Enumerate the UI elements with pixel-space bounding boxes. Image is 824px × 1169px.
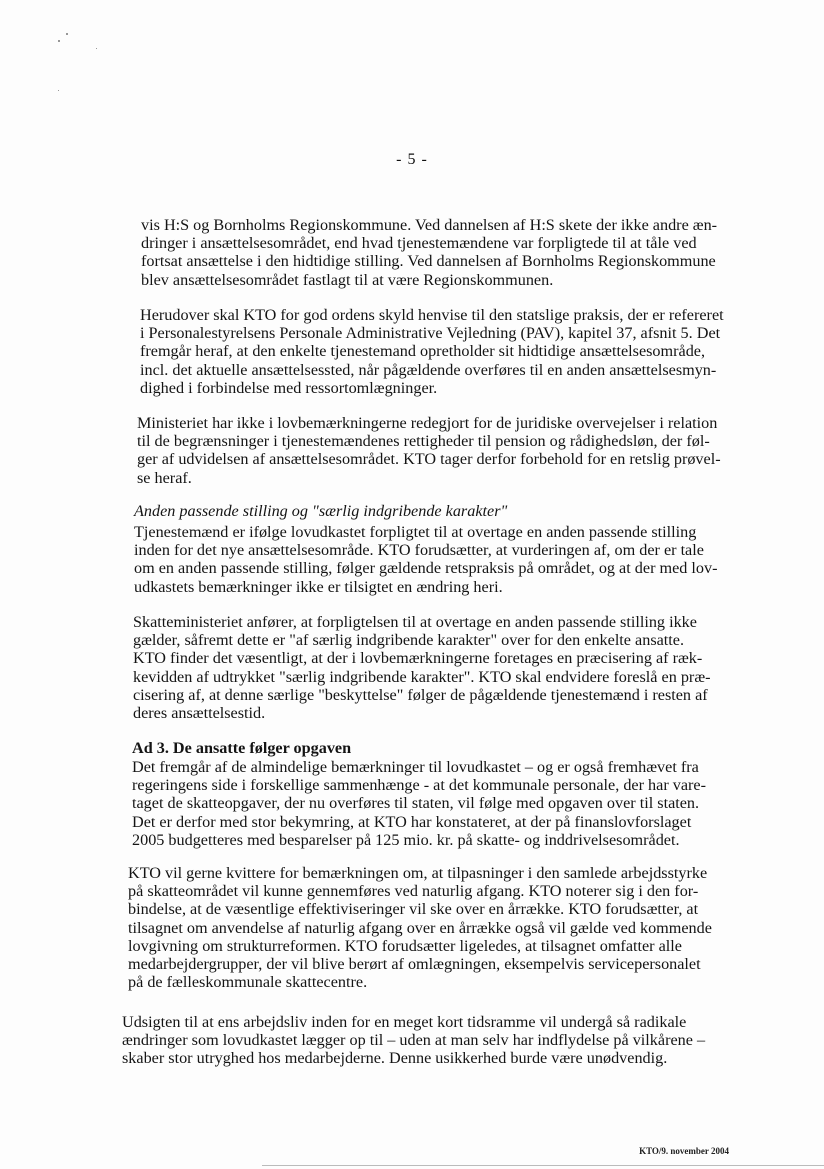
paragraph-2 — [140, 306, 745, 397]
text-line: Det er derfor med stor bekymring, at KTO har konstateret, at der på finanslovforslaget — [132, 812, 692, 831]
text-line: deres ansættelsestid. — [133, 704, 266, 723]
footer-date: KTO/9. november 2004 — [639, 1146, 729, 1156]
text-line: cisering af, at denne særlige "beskyttelse" følger de pågældende tjenestemænd i resten af — [133, 685, 708, 704]
text-line: tilsagnet om anvendelse af naturlig afgang over en årrække også vil gælde ved kommende — [128, 918, 712, 937]
section-heading-ad-3: Ad 3. De ansatte følger opgaven — [132, 739, 352, 757]
text-line: på skatteområdet vil kunne gennemføres ved naturlig afgang. KTO noterer sig i den for- — [128, 882, 699, 901]
text-line: Tjenestemænd er ifølge lovudkastet forpligtet til at overtage en anden passende stilling — [134, 523, 697, 541]
text-line: regeringens side i forskellige sammenhænge - at det kommunale personale, der har vare- — [132, 776, 707, 795]
text-line: dighed i forbindelse med ressortomlægninger. — [140, 378, 438, 397]
text-line: Udsigten til at ens arbejdsliv inden for en meget kort tidsramme vil undergå så radikale — [122, 1013, 687, 1031]
text-line: i Personalestyrelsens Personale Administrative Vejledning (PAV), kapitel 37, afsnit 5. Det — [140, 324, 721, 343]
text-line: se heraf. — [137, 468, 192, 487]
text-line: fremgår heraf, at den enkelte tjenestemand opretholder sit hidtidige ansættelsesområde, — [140, 342, 706, 361]
scan-speck — [96, 48, 97, 49]
text-line: KTO vil gerne kvittere for bemærkningen om, at tilpasninger i den samlede arbejdsstyrke — [128, 864, 708, 882]
text-line: KTO finder det væsentligt, at der i lovbemærkningerne foretages en præcisering af ræk- — [133, 649, 703, 668]
text-line: fortsat ansættelse i den hidtidige stilling. Ved dannelsen af Bornholms Regionskommune — [141, 252, 716, 271]
scan-speck — [58, 90, 59, 91]
text-line: udkastets bemærkninger ikke er tilsigtet en ændring heri. — [134, 577, 503, 596]
text-line: til de begrænsninger i tjenestemændenes rettigheder til pension og rådighedsløn, der føl- — [137, 432, 710, 451]
page-number: - 5 - — [396, 151, 428, 168]
text-line: dringer i ansættelsesområdet, end hvad tjenestemændene var forpligtede til at tåle ved — [141, 234, 697, 253]
scan-edge-line — [262, 1165, 824, 1166]
scan-speck — [66, 33, 68, 35]
text-line: 2005 budgetteres med besparelser på 125 mio. kr. på skatte- og inddrivelsesområdet. — [132, 830, 680, 849]
text-line: ger af udvidelsen af ansættelsesområdet. KTO tager derfor forbehold for en retslig prøvel- — [137, 450, 721, 469]
text-line: skaber stor utryghed hos medarbejderne. Denne usikkerhed burde være unødvendig. — [122, 1049, 668, 1068]
text-line: bindelse, at de væsentlige effektiviseringer vil ske over en årrække. KTO forudsætter, at — [128, 900, 699, 919]
text-line: medarbejdergrupper, der vil blive berørt af omlægningen, eksempelvis servicepersonalet — [128, 955, 701, 974]
text-line: ændringer som lovudkastet lægger op til – uden at man selv har indflydelse på vilkårene – — [122, 1031, 706, 1050]
text-line: Ministeriet har ikke i lovbemærkningerne redegjort for de juridiske overvejelser i relation — [137, 414, 718, 432]
text-line: Det fremgår af de almindelige bemærkninger til lovudkastet – og er også fremhævet fra — [132, 758, 699, 776]
paragraph-6 — [132, 758, 737, 849]
paragraph-5 — [133, 613, 741, 722]
paragraph-8 — [122, 1013, 731, 1068]
text-line: Herudover skal KTO for god ordens skyld henvise til den statslige praksis, der er refereret — [140, 306, 724, 324]
text-line: på de fælleskommunale skattecentre. — [128, 973, 368, 992]
scan-speck — [58, 40, 60, 42]
text-line: taget de skatteopgaver, der nu overføres til staten, vil følge med opgaven over til staten. — [132, 794, 700, 813]
text-line: blev ansættelsesområdet fastlagt til at være Regionskommunen. — [141, 270, 554, 289]
text-line: inden for det nye ansættelsesområde. KTO forudsætter, at vurderingen af, om der er tale — [134, 541, 704, 560]
text-line: incl. det aktuelle ansættelsessted, når pågældende overføres til en anden ansættelsesmyn- — [140, 360, 717, 379]
paragraph-3 — [137, 414, 743, 487]
section-heading-anden-passende-stilling: Anden passende stilling og "særlig indgribende karakter" — [134, 502, 508, 520]
paragraph-4 — [134, 523, 742, 596]
text-line: kevidden af udtrykket "særlig indgribende karakter". KTO skal endvidere foreslå en præ- — [133, 667, 711, 686]
text-line: gælder, såfremt dette er "af særlig indgribende karakter" over for den enkelte ansatte. — [133, 631, 685, 650]
text-line: Skatteministeriet anfører, at forpligtelsen til at overtage en anden passende stilling ikke — [133, 613, 697, 631]
text-line: lovgivning om strukturreformen. KTO forudsætter ligeledes, at tilsagnet omfatter alle — [128, 936, 682, 955]
paragraph-7 — [128, 864, 734, 991]
paragraph-1 — [141, 216, 745, 289]
text-line: vis H:S og Bornholms Regionskommune. Ved dannelsen af H:S skete der ikke andre æn- — [141, 216, 718, 234]
text-line: om en anden passende stilling, følger gældende retspraksis på området, og at der med lov- — [134, 559, 718, 578]
